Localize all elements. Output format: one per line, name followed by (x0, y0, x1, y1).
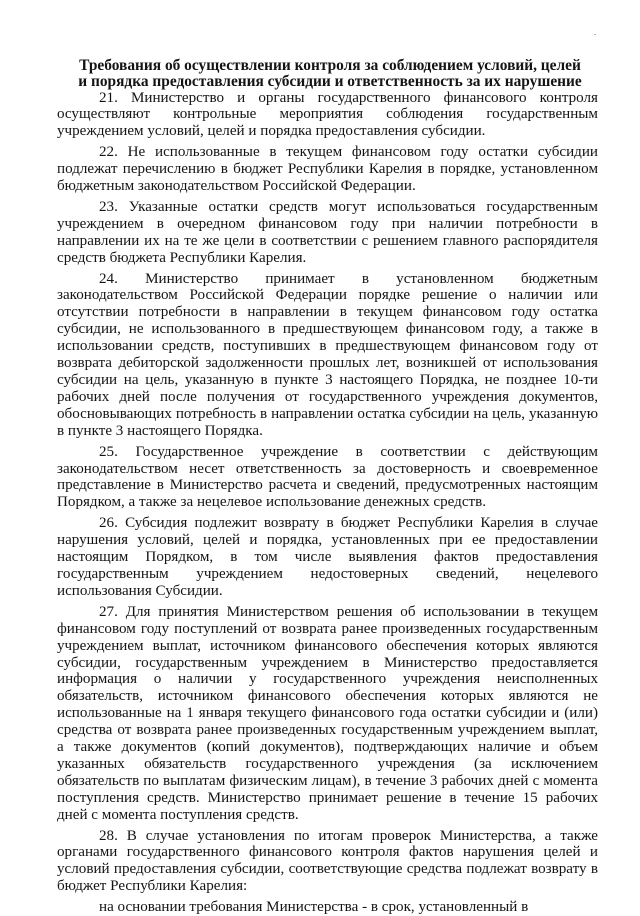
paragraph-28-continuation: на основании требования Министерства - в срок, установленный в (57, 899, 598, 916)
paragraph-28: 28. В случае установления по итогам проверок Министерства, а также органами государственного финансового контроля фактов нарушения целей и условий предоставления субсидии, соответствующие средства подлежат возврату в бюджет Республики Карелия: (57, 828, 598, 896)
paragraph-26: 26. Субсидия подлежит возврату в бюджет Республики Карелия в случае нарушения условий, целей и порядка, установленных при ее предоставлении настоящим Порядком, в том числе выявления фактов предоставления государственным учреждением недостоверных сведений, нецелевого использования Субсидии. (57, 515, 598, 600)
paragraph-22: 22. Не использованные в текущем финансовом году остатки субсидии подлежат перечислению в бюджет Республики Карелия в порядке, установленном бюджетным законодательством Российской Федерации. (57, 144, 598, 195)
paragraph-27: 27. Для принятия Министерством решения об использовании в текущем финансовом году поступлений от возврата ранее произведенных государственным учреждением выплат, источником финансового обеспечения которых являются субсидии, государственным учреждением в Министерство предоставляется информация о наличии у государственного учреждения неисполненных обязательств, источником финансового обеспечения которых являются не использованные на 1 января текущего финансового года остатки субсидии и (или) средства от возврата ранее произведенных государственным учреждением выплат, а также документов (копий документов), подтверждающих наличие и объем указанных обязательств государственного учреждения (за исключением обязательств по выплатам физическим лицам), в течение 3 рабочих дней с момента поступления средств. Министерство принимает решение в течение 15 рабочих дней с момента поступления средств. (57, 604, 598, 824)
document-body (57, 90, 598, 916)
corner-mark: . (594, 28, 596, 37)
section-heading: Требования об осуществлении контроля за соблюдением условий, целей и порядка предоставления субсидии и ответственность за их нарушение (76, 58, 584, 90)
paragraph-21: 21. Министерство и органы государственного финансового контроля осуществляют контрольные мероприятия соблюдения государственным учреждением условий, целей и порядка предоставления субсидии. (57, 90, 598, 141)
paragraph-25: 25. Государственное учреждение в соответствии с действующим законодательством несет ответственность за достоверность и своевременное представление в Министерство расчета и сведений, предусмотренных настоящим Порядком, а также за нецелевое использование денежных средств. (57, 444, 598, 512)
paragraph-23: 23. Указанные остатки средств могут использоваться государственным учреждением в очередном финансовом году при наличии потребности в направлении их на те же цели в соответствии с решением главного распорядителя средств бюджета Республики Карелия. (57, 199, 598, 267)
paragraph-24: 24. Министерство принимает в установленном бюджетным законодательством Российской Федерации порядке решение о наличии или отсутствии потребности в направлении в текущем финансовом году остатка субсидии, не использованного в предшествующем финансовом году, а также в использовании средств, поступивших в предшествующем финансовом году от возврата дебиторской задолженности прошлых лет, возникшей от использования субсидии на цель, указанную в пункте 3 настоящего Порядка, не позднее 10-ти рабочих дней после получения от государственного учреждения документов, обосновывающих потребность в направлении остатка субсидии на цель, указанную в пункте 3 настоящего Порядка. (57, 271, 598, 440)
